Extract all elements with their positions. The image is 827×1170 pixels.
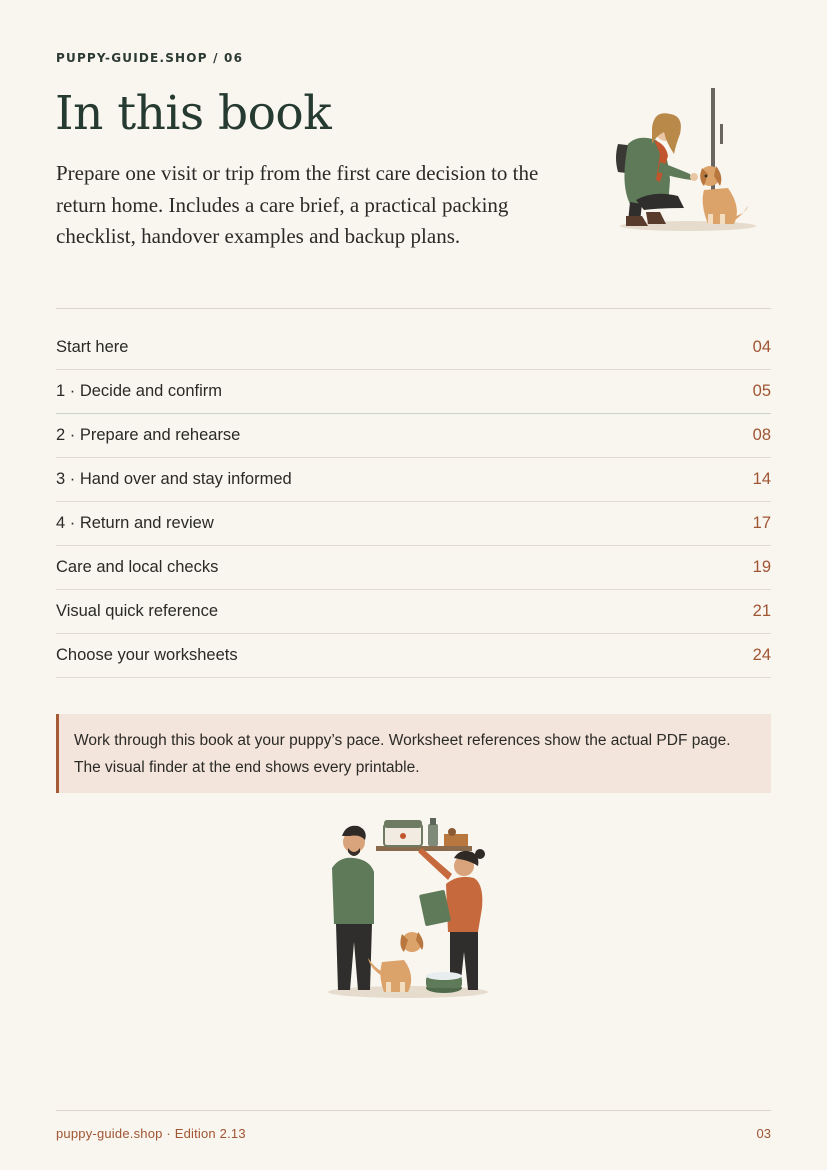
intro-paragraph: Prepare one visit or trip from the first care decision to the return home. Includes a care brief, a practical packing checklist, handover examples and backup plans. bbox=[56, 161, 539, 248]
table-of-contents bbox=[56, 326, 771, 678]
toc-item-page: 19 bbox=[752, 558, 771, 576]
toc-item-page: 24 bbox=[752, 646, 771, 664]
toc-item[interactable] bbox=[56, 546, 771, 590]
toc-item[interactable] bbox=[56, 370, 771, 414]
toc-item-label: Start here bbox=[56, 338, 129, 356]
toc-item[interactable] bbox=[56, 634, 771, 678]
toc-item-page: 04 bbox=[752, 338, 771, 356]
tip-callout-text: Work through this book at your puppy’s pace. Worksheet references show the actual PDF page. The visual finder at the end shows every printable. bbox=[74, 732, 731, 776]
toc-item-label: 4 · Return and review bbox=[56, 514, 214, 532]
toc-item-page: 17 bbox=[752, 514, 771, 532]
toc-item-label: 3 · Hand over and stay informed bbox=[56, 470, 292, 488]
toc-item[interactable] bbox=[56, 590, 771, 634]
toc-item[interactable] bbox=[56, 502, 771, 546]
divider bbox=[56, 308, 771, 309]
footer-site-edition: puppy-guide.shop · Edition 2.13 bbox=[56, 1126, 246, 1141]
couple-with-puppy-illustration bbox=[318, 812, 498, 1002]
toc-item-label: 2 · Prepare and rehearse bbox=[56, 426, 241, 444]
toc-item-label: Choose your worksheets bbox=[56, 646, 238, 664]
footer-divider bbox=[56, 1110, 771, 1111]
toc-item-label: Care and local checks bbox=[56, 558, 219, 576]
footer-page-number: 03 bbox=[756, 1126, 771, 1141]
toc-item[interactable] bbox=[56, 414, 771, 458]
toc-item-label: Visual quick reference bbox=[56, 602, 219, 620]
tip-callout bbox=[56, 714, 771, 793]
toc-item-label: 1 · Decide and confirm bbox=[56, 382, 222, 400]
toc-item-page: 08 bbox=[752, 426, 771, 444]
woman-with-puppy-illustration bbox=[608, 84, 758, 234]
toc-item-page: 14 bbox=[752, 470, 771, 488]
page-title: In this book bbox=[55, 86, 332, 141]
page-kicker: PUPPY-GUIDE.SHOP / 06 bbox=[56, 51, 244, 65]
toc-item[interactable] bbox=[56, 458, 771, 502]
toc-item-page: 21 bbox=[752, 602, 771, 620]
toc-item-page: 05 bbox=[752, 382, 771, 400]
toc-item[interactable] bbox=[56, 326, 771, 370]
